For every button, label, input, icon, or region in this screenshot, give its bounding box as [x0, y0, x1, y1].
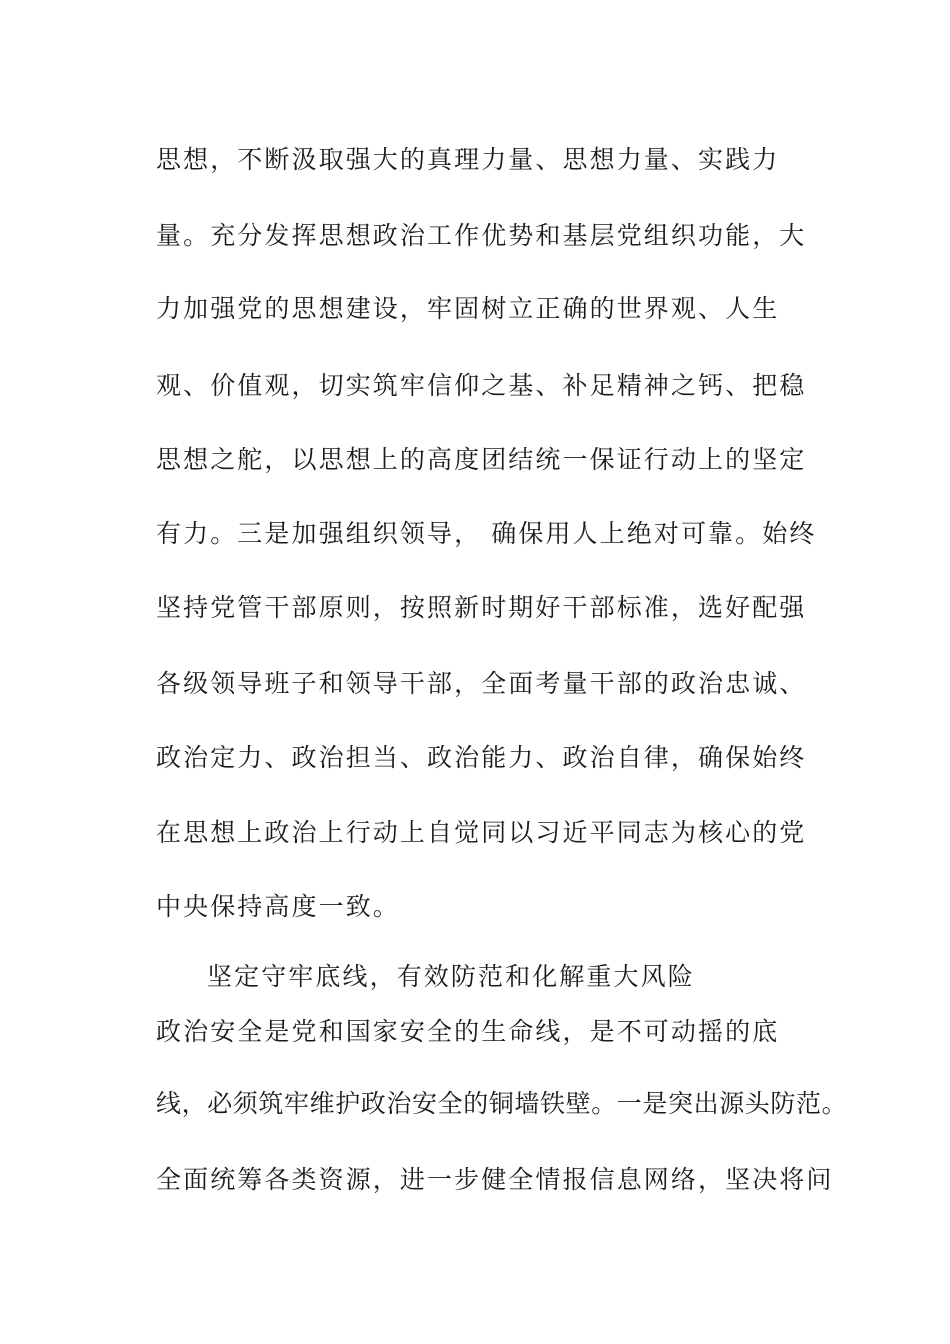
text-line: 观、价值观，切实筑牢信仰之基、补足精神之钙、把稳	[156, 371, 807, 400]
text-line: 量。充分发挥思想政治工作优势和基层党组织功能，大	[156, 221, 807, 250]
section-heading: 坚定守牢底线，有效防范和化解重大风险	[207, 962, 695, 991]
text-line: 思想之舵，以思想上的高度团结统一保证行动上的坚定	[156, 445, 807, 474]
text-line: 政治定力、政治担当、政治能力、政治自律，确保始终	[156, 743, 807, 772]
text-line: 在思想上政治上行动上自觉同以习近平同志为核心的党	[156, 818, 807, 847]
text-line: 政治安全是党和国家安全的生命线，是不可动摇的底	[156, 1017, 780, 1046]
text-line: 力加强党的思想建设，牢固树立正确的世界观、人生	[156, 294, 780, 323]
text-line: 中央保持高度一致。	[156, 892, 400, 921]
text-line: 线，必须筑牢维护政治安全的铜墙铁壁。一是突出源头防范。	[156, 1089, 848, 1118]
text-line: 有力。三是加强组织领导， 确保用人上绝对可靠。始终	[156, 519, 817, 548]
text-line: 全面统筹各类资源，进一步健全情报信息网络，坚决将问	[156, 1165, 834, 1194]
text-line: 各级领导班子和领导干部，全面考量干部的政治忠诚、	[156, 669, 807, 698]
text-line: 思想，不断汲取强大的真理力量、思想力量、实践力	[156, 145, 780, 174]
text-line: 坚持党管干部原则，按照新时期好干部标准，选好配强	[156, 593, 807, 622]
